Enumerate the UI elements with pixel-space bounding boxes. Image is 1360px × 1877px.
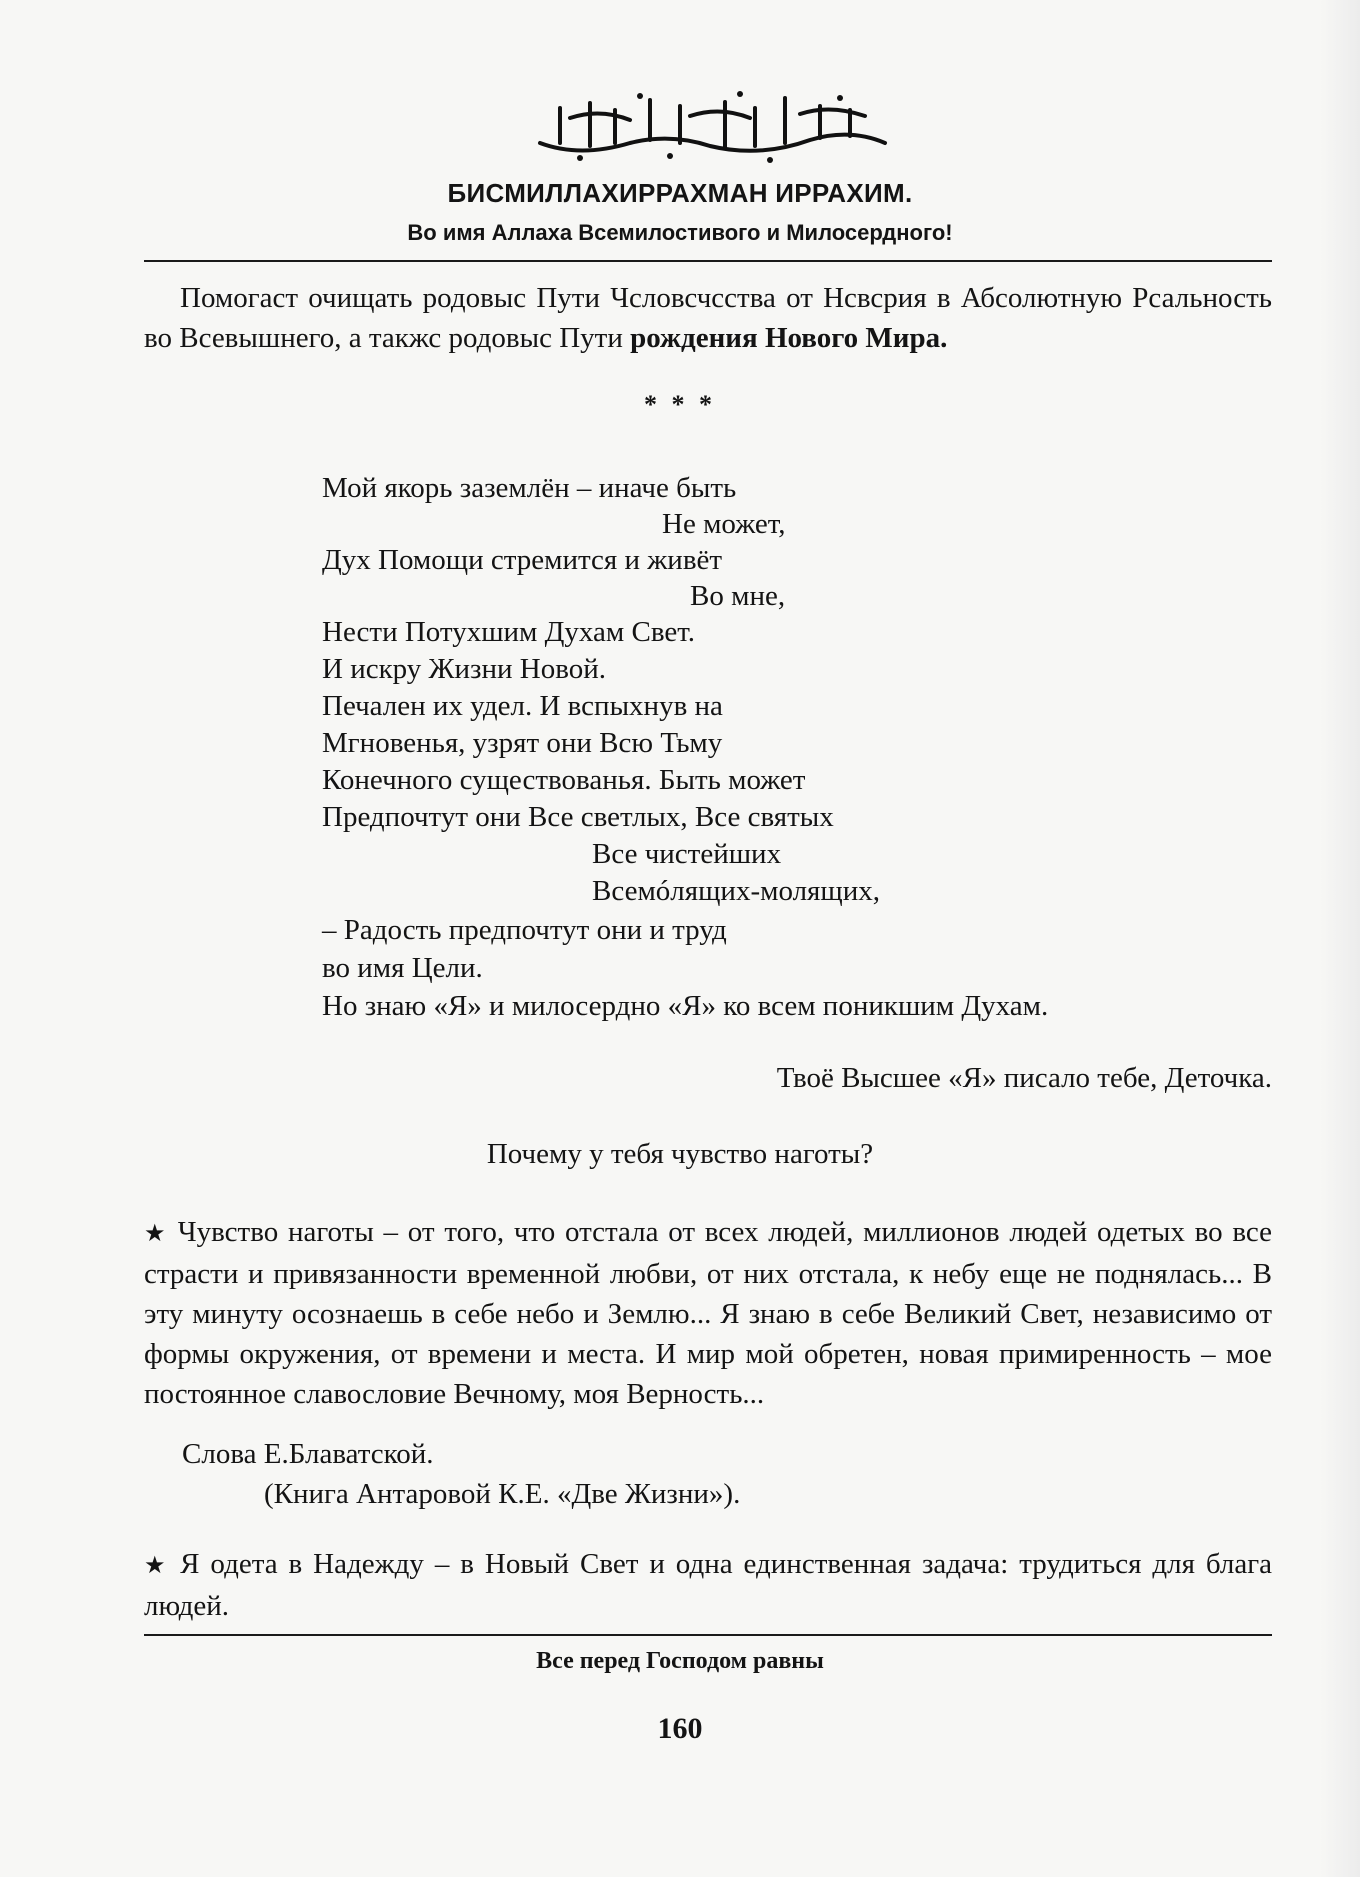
footer-divider [144, 1634, 1272, 1636]
page-number: 160 [657, 1712, 703, 1745]
quote-source-line: Слова Е.Блаватской. [182, 1438, 434, 1470]
poem-line: Печален их удел. И вспыхнув на [322, 690, 723, 722]
answer-1-text: Чувство наготы – от того, что отстала от всех людей, миллионов людей одетых во все страсти и привязанности временной любви, от них отстала, к небу еще не поднялась... В эту минуту осознаешь в себе небо и Землю... Я знаю в себе Великий Свет, независимо от формы окружения, от времени и места. И мир мой обретен, новая примиренность – мое постоянное славословие Вечному, моя Верность... [144, 1216, 1273, 1410]
poem-line: Всемóлящих-молящих, [592, 875, 880, 907]
footer-title: Все перед Господом равны [536, 1648, 824, 1674]
star-icon: ★ [144, 1553, 170, 1579]
poem-line: Предпочтут они Все светлых, Все святых [322, 801, 834, 833]
answer-paragraph-2 [144, 1544, 1272, 1626]
header-title: БИСМИЛЛАХИРРАХМАН ИРРАХИМ. [447, 178, 913, 208]
poem-line: во имя Цели. [322, 952, 483, 984]
poem-line: Все чистейших [592, 838, 782, 870]
poem-line: Мгновенья, узрят они Всю Тьму [322, 727, 723, 759]
poem-signature: Твоё Высшее «Я» писало тебе, Деточка. [776, 1062, 1272, 1094]
intro-paragraph [144, 278, 1272, 358]
poem-line: Во мне, [690, 580, 786, 612]
intro-bold-text: рождения Нового Мира. [630, 322, 948, 354]
poem-line: Мой якорь заземлён – иначе быть [322, 472, 737, 504]
answer-2-text: Я одета в Надежду – в Новый Свет и одна единственная задача: трудиться для блага людей. [144, 1548, 1272, 1622]
header-subtitle: Во имя Аллаха Всемилостивого и Милосердного! [407, 220, 953, 245]
poem-line: Не может, [662, 508, 786, 540]
poem-line: Конечного существованья. Быть может [322, 764, 806, 796]
quote-source-book: (Книга Антаровой К.Е. «Две Жизни»). [264, 1478, 741, 1510]
answer-paragraph-1 [144, 1212, 1272, 1414]
question-heading: Почему у тебя чувство наготы? [486, 1138, 874, 1170]
bismillah-calligraphy-icon [520, 88, 900, 168]
star-icon: ★ [144, 1221, 169, 1247]
poem-line: И искру Жизни Новой. [322, 653, 606, 685]
header-divider [144, 260, 1272, 262]
poem-line: Но знаю «Я» и милосердно «Я» ко всем поникшим Духам. [322, 990, 1049, 1022]
page-edge-shadow [1320, 0, 1360, 1877]
poem-line: Дух Помощи стремится и живёт [322, 544, 723, 576]
poem-line: – Радость предпочтут они и труд [322, 914, 727, 946]
poem-line: Нести Потухшим Духам Свет. [322, 616, 696, 648]
intro-text: Помогаст очищать родовыс Пути Чсловсчсства от Нсвсрия в Абсолютную Рсальность во Всевышнего, а такжс родовыс Пути [144, 282, 1272, 354]
section-separator: * * * [644, 390, 716, 419]
